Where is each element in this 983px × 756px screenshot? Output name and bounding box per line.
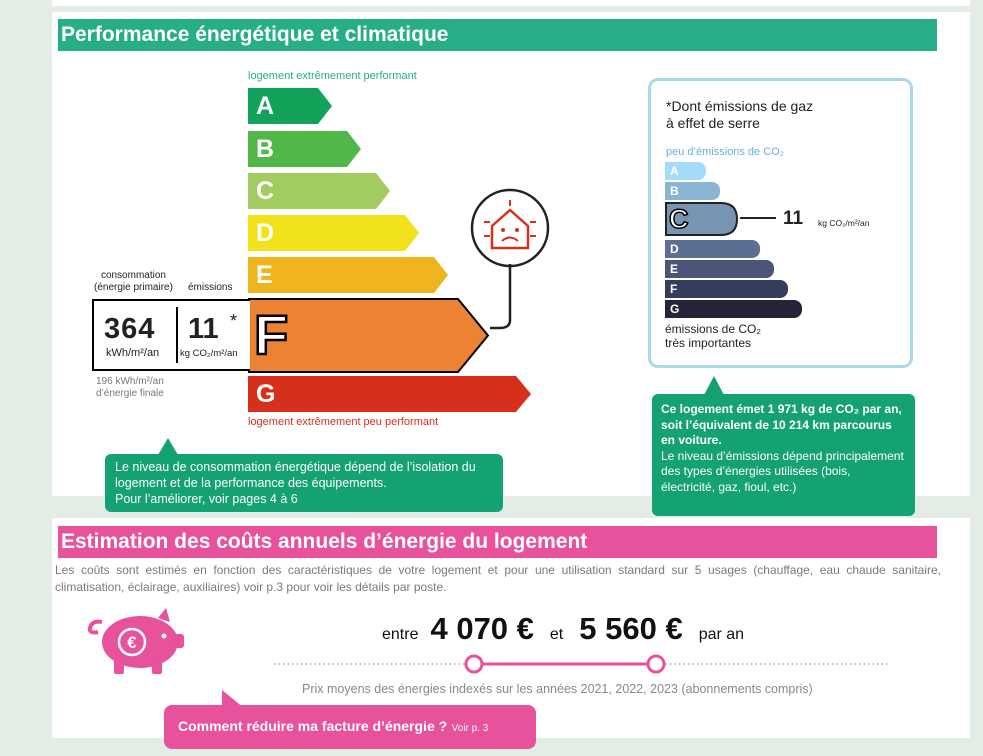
cost-min: 4 070 €	[430, 611, 534, 646]
cost-word-and: et	[549, 626, 564, 643]
cost-range-line	[270, 652, 894, 676]
piggy-bank-icon	[86, 608, 186, 676]
dpe-value-box	[92, 299, 250, 371]
performance-section-title: Performance énergétique et climatique	[58, 19, 937, 51]
emissions-star: *	[230, 311, 238, 331]
house-sad-icon	[470, 186, 550, 340]
reduce-bill-page-ref: Voir p. 3	[451, 723, 489, 734]
ges-letter-d: D	[670, 242, 679, 256]
cost-description: Les coûts sont estimés en fonction des caractéristiques de votre logement et pour une utilisation standard sur 5 usages (chauffage, eau chaude sanitaire, climatisation, éclairage, auxiliaires) voir p.3 pour voir les détails par poste.	[55, 563, 941, 594]
top-strip	[52, 0, 970, 6]
callout-pointer-conso	[158, 438, 178, 455]
dpe-letter-e: E	[256, 261, 273, 289]
emissions-value: 11	[188, 313, 219, 345]
cost-max: 5 560 €	[579, 611, 683, 646]
reduce-bill-button[interactable]	[164, 705, 536, 749]
ges-letter-a: A	[670, 164, 679, 178]
dpe-letter-g: G	[256, 380, 276, 408]
ges-bar-d	[665, 240, 760, 258]
dpe-bar-e	[248, 257, 450, 293]
cost-section-title: Estimation des coûts annuels d’énergie du logement	[58, 526, 937, 558]
cost-range	[382, 611, 744, 647]
callout-ges-text: Le niveau d’émissions dépend principalement des types d’énergies utilisées (bois, électricité, gaz, fioul, etc.)	[661, 448, 904, 494]
ges-value: 11	[783, 208, 804, 229]
dpe-bar-g	[248, 376, 533, 412]
ges-label-top: peu d’émissions de CO₂	[666, 146, 784, 158]
dpe-label-bottom: logement extrêmement peu performant	[248, 416, 439, 428]
dpe-letter-c: C	[256, 177, 275, 205]
svg-text:€: €	[127, 633, 137, 652]
ges-letter-e: E	[670, 262, 679, 276]
consumption-unit: kWh/m²/an	[106, 347, 160, 359]
ges-bar-g	[665, 300, 802, 318]
dpe-letter-f-current: F	[254, 303, 289, 366]
dpe-letter-d: D	[256, 219, 275, 247]
callout-ges	[652, 394, 915, 516]
prices-note: Prix moyens des énergies indexés sur les années 2021, 2022, 2023 (abonnements compris)	[302, 682, 813, 696]
ges-bar-f	[665, 280, 788, 298]
cost-word-per: par an	[698, 626, 745, 643]
callout-consumption-text: Le niveau de consommation énergétique dépend de l’isolation du logement et de la performance des équipements. Pour l’améliorer, voir pages 4 à 6	[115, 460, 476, 506]
value-divider	[176, 307, 178, 363]
emissions-caption: émissions	[188, 282, 233, 293]
dpe-letter-a: A	[256, 92, 275, 120]
final-energy: 196 kWh/m²/an d’énergie finale	[96, 376, 164, 399]
ges-unit: kg CO₂/m²/an	[818, 218, 870, 228]
ges-letter-b: B	[670, 184, 679, 198]
dpe-letter-b: B	[256, 135, 275, 163]
reduce-bill-label: Comment réduire ma facture d’énergie ?	[178, 718, 448, 734]
consumption-value: 364	[104, 313, 156, 345]
callout-pointer-ges	[704, 376, 724, 395]
consumption-caption: consommation (énergie primaire)	[94, 270, 173, 293]
cost-word-between: entre	[382, 626, 419, 643]
ges-letter-c-current: C	[669, 204, 689, 234]
dpe-label-top: logement extrêmement performant	[248, 70, 417, 82]
ges-letter-g: G	[670, 302, 680, 316]
ges-value-connector	[740, 217, 776, 219]
ges-bar-e	[665, 260, 774, 278]
ges-title: *Dont émissions de gaz à effet de serre	[666, 98, 814, 131]
ges-letter-f: F	[670, 282, 678, 296]
emissions-unit: kg CO₂/m²/an	[180, 348, 238, 359]
ges-label-bottom: émissions de CO₂ très importantes	[665, 322, 762, 350]
callout-consumption	[105, 454, 503, 512]
callout-ges-bold: Ce logement émet 1 971 kg de CO₂ par an, soit l’équivalent de 10 214 km parcourus en voiture.	[661, 402, 902, 447]
